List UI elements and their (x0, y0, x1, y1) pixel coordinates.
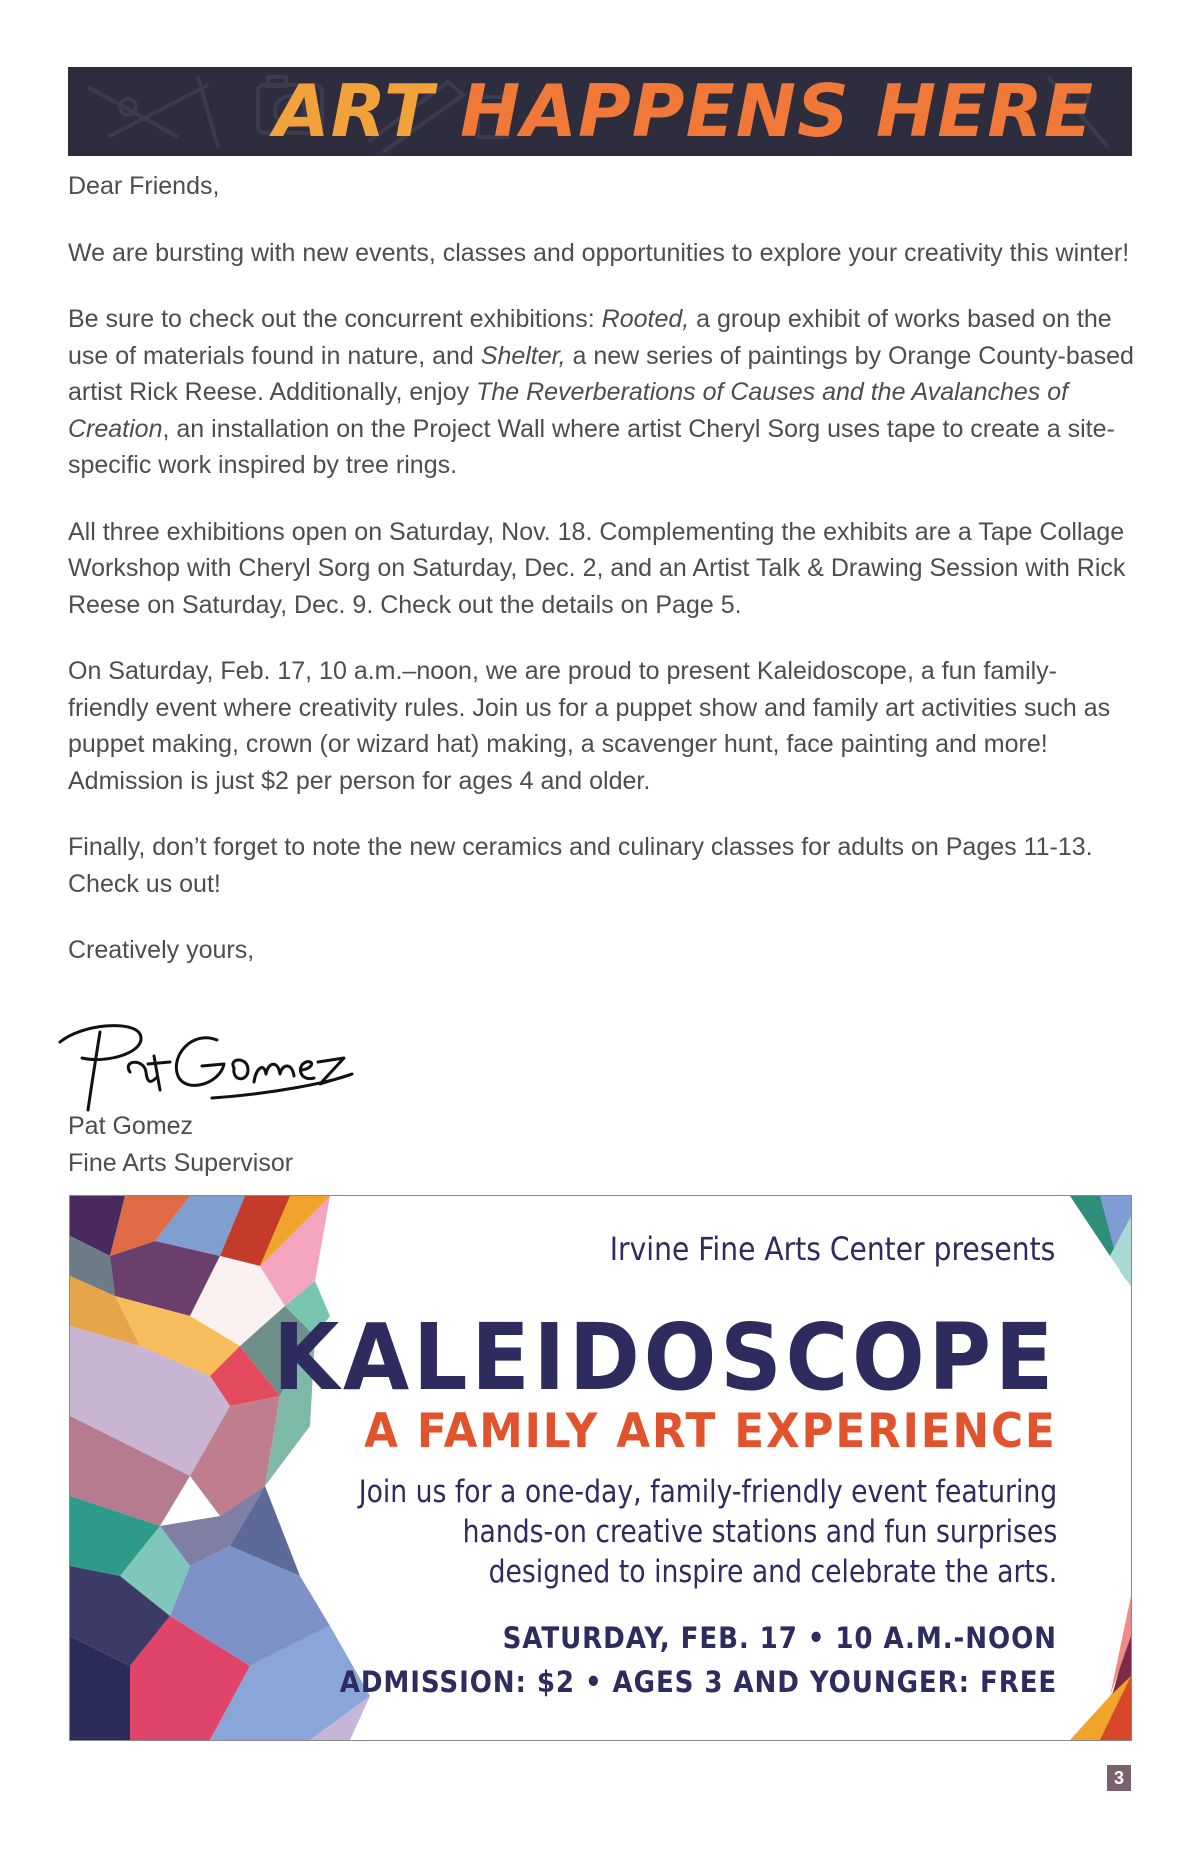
banner-title (274, 69, 1094, 154)
header-banner (68, 67, 1132, 156)
kaleidoscope-geometric-art (70, 1196, 1131, 1740)
p2-text-b: a group exhibit of works based on the use of materials found in nature, and (68, 305, 1112, 370)
ad-admission: ADMISSION: $2 • AGES 3 AND YOUNGER: FREE (339, 1665, 1057, 1699)
exhibit-title-reverberations: The Reverberations of Causes and the Avalanches of Creation (68, 378, 1069, 443)
p2-text-a: Be sure to check out the concurrent exhibitions: (68, 305, 602, 333)
paragraph-exhibitions (68, 301, 1134, 484)
closing: Creatively yours, (68, 936, 255, 964)
ad-description-line: Join us for a one-day, family-friendly event featuring (358, 1474, 1057, 1510)
paragraph-kaleidoscope: On Saturday, Feb. 17, 10 a.m.–noon, we are proud to present Kaleidoscope, a fun family-friendly event where creativity rules. Join us for a puppet show and family art activities such as puppet making, crown (or wizard hat) making, a scavenger hunt, face painting and more! Admission is just $2 per person for ages 4 and older. (68, 657, 1111, 795)
exhibit-title-shelter: Shelter, (480, 341, 566, 370)
p2-text-d: , an installation on the Project Wall where artist Cheryl Sorg uses tape to create a site-specific work inspired by tree rings. (68, 414, 1115, 479)
paragraph-classes: Finally, don’t forget to note the new ceramics and culinary classes for adults on Pages 11-13. Check us out! (68, 833, 1093, 898)
ad-description-line: designed to inspire and celebrate the arts. (488, 1554, 1057, 1590)
ad-description (358, 1472, 1057, 1592)
ad-date-time: SATURDAY, FEB. 17 • 10 A.M.-NOON (502, 1621, 1057, 1655)
paragraph-openings: All three exhibitions open on Saturday, Nov. 18. Complementing the exhibits are a Tape Collage Workshop with Cheryl Sorg on Saturday, Dec. 2, and an Artist Talk & Drawing Session with Rick Reese on Saturday, Dec. 9. Check out the details on Page 5. (68, 517, 1126, 619)
handwritten-signature (52, 1012, 362, 1112)
ad-description-line: hands-on creative stations and fun surprises (462, 1514, 1057, 1550)
banner-word-happens-here: HAPPENS HERE (460, 69, 1094, 153)
ad-subtitle: A FAMILY ART EXPERIENCE (364, 1404, 1057, 1459)
banner-word-art: ART (273, 69, 434, 153)
p2-text-c: a new series of paintings by Orange County-based artist Rick Reese. Additionally, enjoy (68, 341, 1134, 406)
signer-name: Pat Gomez (68, 1112, 194, 1140)
signer-block (68, 1108, 293, 1181)
signer-title: Fine Arts Supervisor (68, 1148, 294, 1177)
ad-presents: Irvine Fine Arts Center presents (609, 1230, 1055, 1268)
page-number: 3 (1107, 1765, 1131, 1791)
signature-text: Pat Gomez (52, 1012, 58, 1013)
paragraph-intro: We are bursting with new events, classes and opportunities to explore your creativity this winter! (68, 238, 1130, 267)
ad-title: KALEIDOSCOPE (272, 1304, 1057, 1411)
letter-body (68, 168, 1134, 999)
exhibit-title-rooted: Rooted, (601, 305, 690, 333)
salutation: Dear Friends, (68, 172, 220, 200)
kaleidoscope-ad (69, 1195, 1132, 1741)
